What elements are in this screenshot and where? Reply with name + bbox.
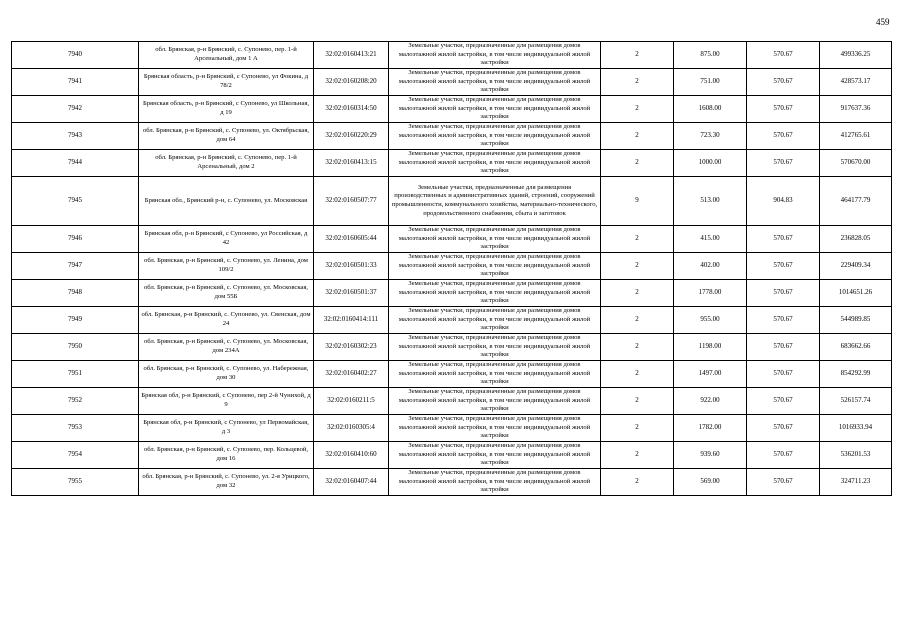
area-cell: 1778.00 bbox=[674, 280, 747, 307]
address-cell: обл. Брянская, р-н Брянский, с. Супонево, пер. 1-й Арсенальный, дом 1 А bbox=[139, 42, 314, 69]
cadastral-value-cell: 324711.23 bbox=[820, 469, 892, 496]
cadastral-number-cell: 32:02:0160302:23 bbox=[314, 334, 389, 361]
row-number-cell: 7949 bbox=[12, 307, 139, 334]
cadastral-value-cell: 428573.17 bbox=[820, 69, 892, 96]
area-cell: 939.60 bbox=[674, 442, 747, 469]
specific-value-cell: 570.67 bbox=[747, 334, 820, 361]
specific-value-cell: 570.67 bbox=[747, 442, 820, 469]
land-use-cell: Земельные участки, предназначенные для размещения домов малоэтажной жилой застройки, в том числе индивидуальной жилой застройки bbox=[389, 469, 601, 496]
area-cell: 402.00 bbox=[674, 253, 747, 280]
specific-value-cell: 570.67 bbox=[747, 226, 820, 253]
group-cell: 2 bbox=[601, 69, 674, 96]
land-use-cell: Земельные участки, предназначенные для размещения домов малоэтажной жилой застройки, в том числе индивидуальной жилой застройки bbox=[389, 361, 601, 388]
specific-value-cell: 570.67 bbox=[747, 253, 820, 280]
group-cell: 2 bbox=[601, 150, 674, 177]
cadastral-value-cell: 464177.79 bbox=[820, 177, 892, 226]
cadastral-number-cell: 32:02:0160413:15 bbox=[314, 150, 389, 177]
address-cell: Брянская обл, р-н Брянский, с Супонево, пер 2-й Чунихой, д 9 bbox=[139, 388, 314, 415]
address-cell: обл. Брянская, р-н Брянский, с. Супонево, пер. 1-й Арсенальный, дом 2 bbox=[139, 150, 314, 177]
cadastral-number-cell: 32:02:0160211:5 bbox=[314, 388, 389, 415]
land-use-cell: Земельные участки, предназначенные для размещения домов малоэтажной жилой застройки, в том числе индивидуальной жилой застройки bbox=[389, 123, 601, 150]
area-cell: 1782.00 bbox=[674, 415, 747, 442]
table-row bbox=[12, 415, 892, 442]
table-row bbox=[12, 307, 892, 334]
land-use-cell: Земельные участки, предназначенные для размещения домов малоэтажной жилой застройки, в том числе индивидуальной жилой застройки bbox=[389, 96, 601, 123]
specific-value-cell: 570.67 bbox=[747, 361, 820, 388]
address-cell: Брянская область, р-н Брянский, с Супонево, ул Фокина, д 78/2 bbox=[139, 69, 314, 96]
cadastral-value-cell: 229409.34 bbox=[820, 253, 892, 280]
area-cell: 1198.00 bbox=[674, 334, 747, 361]
row-number-cell: 7941 bbox=[12, 69, 139, 96]
group-cell: 2 bbox=[601, 307, 674, 334]
area-cell: 751.00 bbox=[674, 69, 747, 96]
area-cell: 1497.00 bbox=[674, 361, 747, 388]
table-row bbox=[12, 442, 892, 469]
address-cell: обл. Брянская, р-н Брянский, с. Супонево, ул. 2-я Урицкого, дом 32 bbox=[139, 469, 314, 496]
table-row bbox=[12, 280, 892, 307]
group-cell: 2 bbox=[601, 123, 674, 150]
cadastral-number-cell: 32:02:0160507:77 bbox=[314, 177, 389, 226]
row-number-cell: 7953 bbox=[12, 415, 139, 442]
group-cell: 9 bbox=[601, 177, 674, 226]
land-use-cell: Земельные участки, предназначенные для размещения домов малоэтажной жилой застройки, в том числе индивидуальной жилой застройки bbox=[389, 280, 601, 307]
row-number-cell: 7950 bbox=[12, 334, 139, 361]
cadastral-value-cell: 1016933.94 bbox=[820, 415, 892, 442]
address-cell: обл. Брянская, р-н Брянский, с. Супонево, ул. Московская, дом 234А bbox=[139, 334, 314, 361]
table-row bbox=[12, 469, 892, 496]
area-cell: 922.00 bbox=[674, 388, 747, 415]
specific-value-cell: 570.67 bbox=[747, 150, 820, 177]
cadastral-value-cell: 683662.66 bbox=[820, 334, 892, 361]
area-cell: 513.00 bbox=[674, 177, 747, 226]
area-cell: 569.00 bbox=[674, 469, 747, 496]
row-number-cell: 7940 bbox=[12, 42, 139, 69]
row-number-cell: 7944 bbox=[12, 150, 139, 177]
address-cell: Брянская обл, р-н Брянский, с Супонево, ул Первомайская, д 3 bbox=[139, 415, 314, 442]
row-number-cell: 7948 bbox=[12, 280, 139, 307]
specific-value-cell: 570.67 bbox=[747, 280, 820, 307]
group-cell: 2 bbox=[601, 361, 674, 388]
cadastral-number-cell: 32:02:0160407:44 bbox=[314, 469, 389, 496]
cadastral-number-cell: 32:02:0160501:33 bbox=[314, 253, 389, 280]
table-row bbox=[12, 177, 892, 226]
row-number-cell: 7951 bbox=[12, 361, 139, 388]
group-cell: 2 bbox=[601, 469, 674, 496]
row-number-cell: 7955 bbox=[12, 469, 139, 496]
table-row bbox=[12, 96, 892, 123]
area-cell: 955.00 bbox=[674, 307, 747, 334]
specific-value-cell: 904.83 bbox=[747, 177, 820, 226]
address-cell: обл. Брянская, р-н Брянский, с. Супонево, ул. Набережная, дом 30 bbox=[139, 361, 314, 388]
cadastral-value-cell: 917637.36 bbox=[820, 96, 892, 123]
land-use-cell: Земельные участки, предназначенные для размещения домов малоэтажной жилой застройки, в том числе индивидуальной жилой застройки bbox=[389, 442, 601, 469]
specific-value-cell: 570.67 bbox=[747, 69, 820, 96]
land-use-cell: Земельные участки, предназначенные для размещения домов малоэтажной жилой застройки, в том числе индивидуальной жилой застройки bbox=[389, 415, 601, 442]
address-cell: обл. Брянская, р-н Брянский, с. Супонево, ул. Ленина, дом 109/2 bbox=[139, 253, 314, 280]
land-use-cell: Земельные участки, предназначенные для размещения домов малоэтажной жилой застройки, в том числе индивидуальной жилой застройки bbox=[389, 388, 601, 415]
cadastral-value-cell: 412765.61 bbox=[820, 123, 892, 150]
cadastral-number-cell: 32:02:0160410:60 bbox=[314, 442, 389, 469]
row-number-cell: 7945 bbox=[12, 177, 139, 226]
cadastral-value-cell: 570670.00 bbox=[820, 150, 892, 177]
table-row bbox=[12, 42, 892, 69]
land-use-cell: Земельные участки, предназначенные для размещения домов малоэтажной жилой застройки, в том числе индивидуальной жилой застройки bbox=[389, 307, 601, 334]
specific-value-cell: 570.67 bbox=[747, 469, 820, 496]
group-cell: 2 bbox=[601, 334, 674, 361]
specific-value-cell: 570.67 bbox=[747, 42, 820, 69]
land-use-cell: Земельные участки, предназначенные для размещения домов малоэтажной жилой застройки, в том числе индивидуальной жилой застройки bbox=[389, 42, 601, 69]
row-number-cell: 7946 bbox=[12, 226, 139, 253]
cadastral-value-table bbox=[11, 41, 892, 496]
group-cell: 2 bbox=[601, 253, 674, 280]
page-number: 459 bbox=[876, 17, 890, 27]
area-cell: 875.00 bbox=[674, 42, 747, 69]
address-cell: обл. Брянская, р-н Брянский, с. Супонево, ул. Московская, дом 55Б bbox=[139, 280, 314, 307]
row-number-cell: 7954 bbox=[12, 442, 139, 469]
cadastral-value-cell: 1014651.26 bbox=[820, 280, 892, 307]
group-cell: 2 bbox=[601, 415, 674, 442]
group-cell: 2 bbox=[601, 442, 674, 469]
table-row bbox=[12, 123, 892, 150]
cadastral-value-cell: 236828.05 bbox=[820, 226, 892, 253]
table-row bbox=[12, 253, 892, 280]
specific-value-cell: 570.67 bbox=[747, 123, 820, 150]
address-cell: Брянская область, р-н Брянский, с Супонево, ул Школьная, д 19 bbox=[139, 96, 314, 123]
specific-value-cell: 570.67 bbox=[747, 388, 820, 415]
specific-value-cell: 570.67 bbox=[747, 415, 820, 442]
land-use-cell: Земельные участки, предназначенные для размещения домов малоэтажной жилой застройки, в том числе индивидуальной жилой застройки bbox=[389, 226, 601, 253]
table-row bbox=[12, 226, 892, 253]
land-use-cell: Земельные участки, предназначенные для размещения домов малоэтажной жилой застройки, в том числе индивидуальной жилой застройки bbox=[389, 69, 601, 96]
cadastral-number-cell: 32:02:0160208:20 bbox=[314, 69, 389, 96]
cadastral-number-cell: 32:02:0160501:37 bbox=[314, 280, 389, 307]
table-body bbox=[12, 42, 892, 496]
area-cell: 1000.00 bbox=[674, 150, 747, 177]
land-use-cell: Земельные участки, предназначенные для размещения домов малоэтажной жилой застройки, в том числе индивидуальной жилой застройки bbox=[389, 334, 601, 361]
table-row bbox=[12, 388, 892, 415]
cadastral-value-cell: 536201.53 bbox=[820, 442, 892, 469]
cadastral-value-cell: 854292.99 bbox=[820, 361, 892, 388]
row-number-cell: 7947 bbox=[12, 253, 139, 280]
address-cell: Брянская обл., Брянский р-н, с. Супонево, ул. Московская bbox=[139, 177, 314, 226]
cadastral-number-cell: 32:02:0160402:27 bbox=[314, 361, 389, 388]
table-row bbox=[12, 69, 892, 96]
specific-value-cell: 570.67 bbox=[747, 96, 820, 123]
address-cell: обл. Брянская, р-н Брянский, с. Супонево, ул. Октябрьская, дом 64 bbox=[139, 123, 314, 150]
row-number-cell: 7943 bbox=[12, 123, 139, 150]
area-cell: 415.00 bbox=[674, 226, 747, 253]
table-row bbox=[12, 334, 892, 361]
specific-value-cell: 570.67 bbox=[747, 307, 820, 334]
address-cell: Брянская обл, р-н Брянский, с Супонево, ул Российская, д 42 bbox=[139, 226, 314, 253]
group-cell: 2 bbox=[601, 388, 674, 415]
group-cell: 2 bbox=[601, 280, 674, 307]
cadastral-number-cell: 32:02:0160413:21 bbox=[314, 42, 389, 69]
address-cell: обл. Брянская, р-н Брянский, с. Супонево, пер. Кольцевой, дом 16 bbox=[139, 442, 314, 469]
cadastral-number-cell: 32:02:0160220:29 bbox=[314, 123, 389, 150]
table-row bbox=[12, 150, 892, 177]
cadastral-number-cell: 32:02:0160605:44 bbox=[314, 226, 389, 253]
group-cell: 2 bbox=[601, 226, 674, 253]
cadastral-number-cell: 32:02:0160414:111 bbox=[314, 307, 389, 334]
land-use-cell: Земельные участки, предназначенные для размещения домов малоэтажной жилой застройки, в том числе индивидуальной жилой застройки bbox=[389, 253, 601, 280]
group-cell: 2 bbox=[601, 42, 674, 69]
cadastral-value-cell: 499336.25 bbox=[820, 42, 892, 69]
area-cell: 723.30 bbox=[674, 123, 747, 150]
table-row bbox=[12, 361, 892, 388]
land-use-cell: Земельные участки, предназначенные для размещения домов малоэтажной жилой застройки, в том числе индивидуальной жилой застройки bbox=[389, 150, 601, 177]
group-cell: 2 bbox=[601, 96, 674, 123]
cadastral-value-cell: 526157.74 bbox=[820, 388, 892, 415]
land-use-cell: Земельные участки, предназначенные для размещения производственных и административных зданий, строений, сооружений промышленности, коммунального хозяйства, материально-технического, продовольственного снабжения, сбыта и заготовок bbox=[389, 177, 601, 226]
row-number-cell: 7952 bbox=[12, 388, 139, 415]
cadastral-value-cell: 544989.85 bbox=[820, 307, 892, 334]
cadastral-number-cell: 32:02:0160314:50 bbox=[314, 96, 389, 123]
address-cell: обл. Брянская, р-н Брянский, с. Супонево, ул. Свенская, дом 24 bbox=[139, 307, 314, 334]
cadastral-number-cell: 32:02:0160305:4 bbox=[314, 415, 389, 442]
row-number-cell: 7942 bbox=[12, 96, 139, 123]
area-cell: 1608.00 bbox=[674, 96, 747, 123]
